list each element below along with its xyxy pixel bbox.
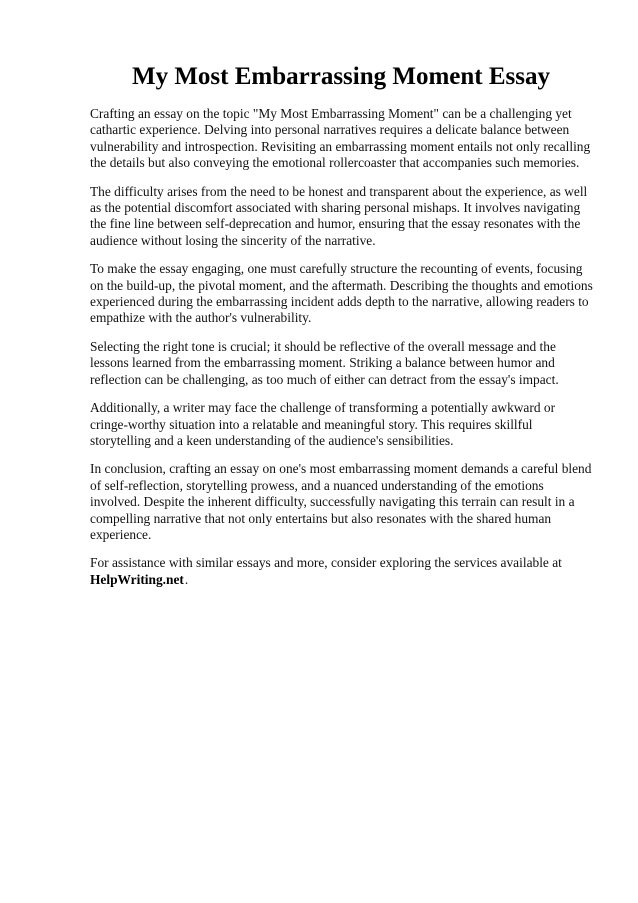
closing-paragraph bbox=[90, 555, 593, 588]
paragraph-difficulty: The difficulty arises from the need to be honest and transparent about the experience, as well as the potential discomfort associated with sharing personal mishaps. It involves navigating the fine line between self-deprecation and humor, ensuring that the essay resonates with the audience without losing the sincerity of the narrative. bbox=[90, 183, 588, 248]
paragraph-transformation: Additionally, a writer may face the challenge of transforming a potentially awkward or cringe-worthy situation into a relatable and meaningful story. This requires skillful storytelling and a keen understanding of the audience's sensibilities. bbox=[90, 400, 556, 448]
page-title: My Most Embarrassing Moment Essay bbox=[131, 63, 551, 90]
closing-text: For assistance with similar essays and more, consider exploring the services available at bbox=[90, 555, 562, 571]
paragraph-structure: To make the essay engaging, one must carefully structure the recounting of events, focusing on the build-up, the pivotal moment, and the aftermath. Describing the thoughts and emotions experienced during the embarrassing incident adds depth to the narrative, allowing readers to empathize with the author's vulnerability. bbox=[90, 261, 593, 326]
closing-period: . bbox=[184, 571, 189, 587]
paragraph-tone: Selecting the right tone is crucial; it should be reflective of the overall message and the lessons learned from the embarrassing moment. Striking a balance between humor and reflection can be challenging, as too much of either can detract from the essay's impact. bbox=[90, 338, 559, 387]
helpwriting-link[interactable]: HelpWriting.net bbox=[90, 571, 184, 587]
paragraph-intro: Crafting an essay on the topic "My Most Embarrassing Moment" can be a challenging yet cathartic experience. Delving into personal narratives requires a delicate balance between vulnerability and introspection. Revisiting an embarrassing moment entails not only recalling the details but also conveying the emotional rollercoaster that accompanies such memories. bbox=[90, 106, 591, 171]
paragraph-conclusion: In conclusion, crafting an essay on one's most embarrassing moment demands a careful blend of self-reflection, storytelling prowess, and a nuanced understanding of the emotions involved. Despite the inherent difficulty, successfully navigating this terrain can result in a compelling narrative that not only entertains but also resonates with the shared human experience. bbox=[90, 461, 592, 542]
